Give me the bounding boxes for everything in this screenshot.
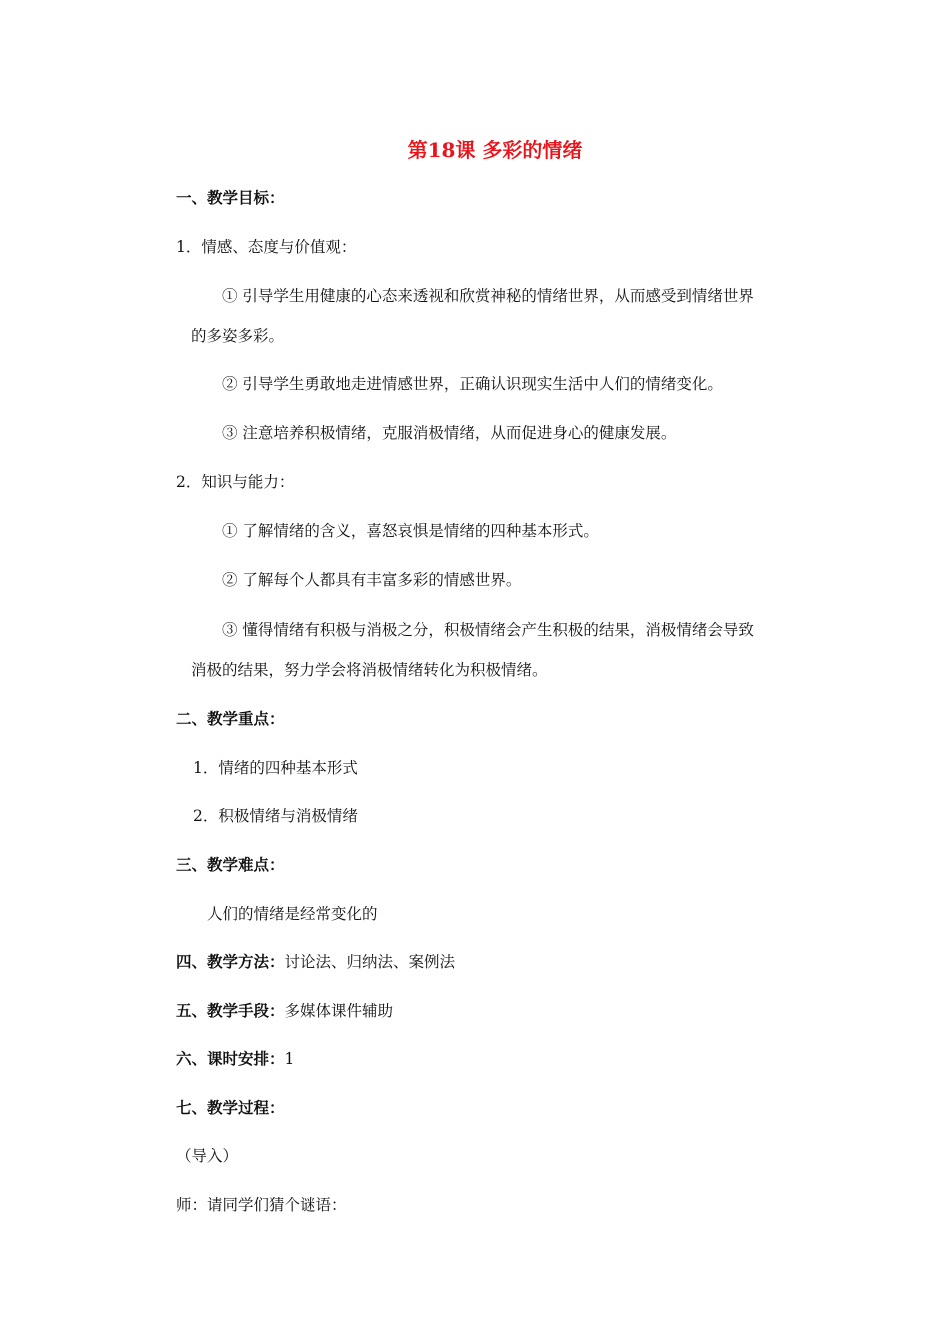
method-row (176, 952, 455, 972)
schedule-text: 1 (284, 1050, 295, 1068)
key-point-1: 1．情绪的四种基本形式 (193, 759, 358, 777)
process-intro: （导入） (176, 1147, 239, 1165)
section-heading-goals: 一、教学目标： (176, 188, 285, 207)
means-heading: 五、教学手段： (176, 1001, 285, 1020)
schedule-heading: 六、课时安排： (176, 1049, 285, 1068)
goals-subheading-knowledge: 2．知识与能力： (176, 473, 295, 491)
goal-item-2: ② 引导学生勇敢地走进情感世界，正确认识现实生活中人们的情绪变化。 (222, 375, 723, 393)
goal-item-1-line1: ① 引导学生用健康的心态来透视和欣赏神秘的情绪世界，从而感受到情绪世界 (222, 287, 754, 305)
means-text: 多媒体课件辅助 (284, 1002, 394, 1020)
section-heading-process: 七、教学过程： (176, 1098, 285, 1117)
knowledge-item-1: ① 了解情绪的含义，喜怒哀惧是情绪的四种基本形式。 (222, 522, 599, 540)
goal-item-3: ③ 注意培养积极情绪，克服消极情绪，从而促进身心的健康发展。 (222, 424, 677, 442)
schedule-row (176, 1049, 294, 1069)
goals-subheading-attitude: 1．情感、态度与价值观： (176, 238, 357, 256)
key-point-2: 2．积极情绪与消极情绪 (193, 807, 358, 825)
page-title: 第18课 多彩的情绪 (407, 138, 583, 162)
section-heading-key-points: 二、教学重点： (176, 709, 285, 728)
method-text: 讨论法、归纳法、案例法 (284, 953, 456, 971)
section-heading-difficulty: 三、教学难点： (176, 855, 285, 874)
knowledge-item-3-line2: 消极的结果，努力学会将消极情绪转化为积极情绪。 (191, 661, 548, 679)
knowledge-item-3-line1: ③ 懂得情绪有积极与消极之分，积极情绪会产生积极的结果，消极情绪会导致 (222, 621, 754, 639)
process-teacher-line: 师：请同学们猜个谜语： (176, 1196, 347, 1214)
method-heading: 四、教学方法： (176, 952, 285, 971)
goal-item-1-line2: 的多姿多彩。 (191, 327, 285, 345)
knowledge-item-2: ② 了解每个人都具有丰富多彩的情感世界。 (222, 571, 522, 589)
difficulty-text: 人们的情绪是经常变化的 (207, 905, 378, 923)
means-row (176, 1001, 393, 1021)
